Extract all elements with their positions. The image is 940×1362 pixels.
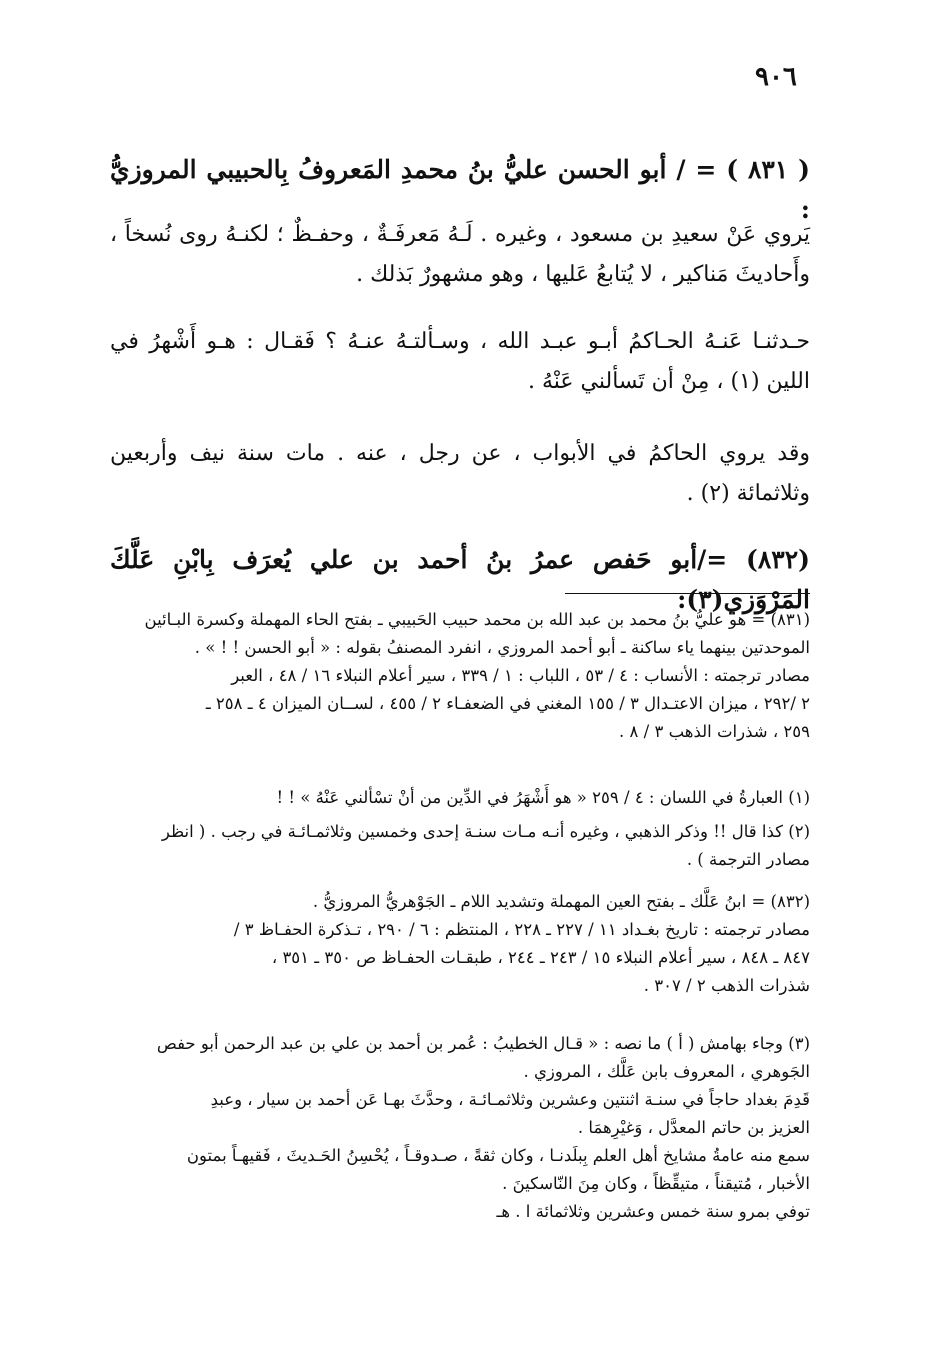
footnote-line: شذرات الذهب ٢ / ٣٠٧ . [643, 976, 810, 995]
entry-heading-832: (٨٣٢) =/أبو حَفص عمرُ بنُ أحمد بن علي يُعرَف بِابْنِ عَلَّكَ المَرْوَزي(٣): [110, 545, 810, 614]
footnote-line: مصادر الترجمة ) . [686, 850, 810, 869]
footnote-1 [110, 784, 810, 812]
entry-831-paragraph-1: يَروي عَنْ سعيدِ بن مسعود ، وغيره . لَـهُ مَعرفَـةٌ ، وحفـظٌ ؛ لكنـهُ روى نُسخاً ، وأَحاديثَ مَناكير ، لا يُتابعُ عَليها ، وهو مشهورٌ بَذلك . [110, 222, 810, 287]
footnote-line: توفي بمرو سنة خمس وعشرين وثلاثمائة ا . هـ [496, 1202, 810, 1221]
footnote-separator [565, 593, 810, 594]
footnote-832 [110, 888, 810, 1000]
footnote-line: العزيز بن حاتم المعدَّل ، وَغيْرِهمَا . [577, 1118, 810, 1137]
footnote-line: مصادر ترجمته : تاريخ بغـداد ١١ / ٢٢٧ ـ ٢٢٨ ، المنتظم : ٦ / ٢٩٠ ، تـذكرة الحفـاظ ٣ / [233, 920, 810, 939]
footnote-line: (١) العبارةُ في اللسان : ٤ / ٢٥٩ « هو أَشْهَرُ في الدِّين من أنْ تسْألني عَنْهُ » ! ! [276, 788, 810, 807]
footnote-line: الأخبار ، مُتيقناً ، متيقِّظاً ، وكان مِنَ النّاسكينَ . [502, 1174, 810, 1193]
footnote-line: (٨٣٢) = ابنُ عَلَّك ـ بفتح العين المهملة وتشديد اللام ـ الجَوْهريُّ المروزيُّ . [312, 892, 810, 911]
footnote-line: مصادر ترجمته : الأنساب : ٤ / ٥٣ ، اللباب : ١ / ٣٣٩ ، سير أعلام النبلاء ١٦ / ٤٨ ، العبر [231, 666, 810, 685]
footnote-line: (٨٣١) = هو عليُّ بنُ محمد بن عبد الله بن محمد حبيب الحَبيبي ـ بفتح الحاء المهملة وكسرة البـائين [144, 610, 810, 629]
footnote-line: ٢ /٢٩٢ ، ميزان الاعتـدال ٣ / ١٥٥ المغني في الضعفـاء ٢ / ٤٥٥ ، لســان الميزان ٤ ـ ٢٥٨ ـ [205, 694, 810, 713]
footnote-line: (٣) وجاء بهامش ( أ ) ما نصه : « قـال الخطيبُ : عُمر بن أحمد بن علي بن عبد الرحمن أبو حفص [156, 1034, 810, 1053]
footnote-line: الجَوهري ، المعروف بابن عَلَّك ، المروزي . [523, 1062, 810, 1081]
page-number: ٩٠٦ [755, 62, 797, 92]
footnote-line: ٨٤٧ ـ ٨٤٨ ، سير أعلام النبلاء ١٥ / ٢٤٣ ـ ٢٤٤ ، طبقـات الحفـاظ ص ٣٥٠ ـ ٣٥١ ، [271, 948, 810, 967]
footnote-3 [110, 1030, 810, 1226]
entry-831-paragraph-2: حـدثنـا عَنـهُ الحـاكمُ أبـو عبـد الله ، وسـألتـهُ عنـهُ ؟ فَقـال : هـو أَشْهرُ في اللين (١) ، مِنْ أن تَسألني عَنْهُ . [110, 329, 810, 394]
footnote-line: ٢٥٩ ، شذرات الذهب ٣ / ٨ . [619, 722, 810, 741]
footnote-line: (٢) كذا قال !! وذكر الذهبي ، وغيره أنـه مـات سنـة إحدى وخمسين وثلاثمـائـة في رجب . ( انظر [161, 822, 810, 841]
footnote-2 [110, 818, 810, 874]
footnote-line: قَدِمَ بغداد حاجاً في سنـة اثنتين وعشرين وثلاثمـائـة ، وحدَّثَ بهـا عَن أحمد بن سيار ، وعبدِ [210, 1090, 810, 1109]
entry-831-paragraph-3: وقد يروي الحاكمُ في الأبواب ، عن رجل ، عنه . مات سنة نيف وأربعين وثلاثمائة (٢) . [110, 441, 810, 506]
footnote-line: الموحدتين بينهما ياء ساكنة ـ أبو أحمد المروزي ، انفرد المصنفُ بقوله : « أبو الحسن ! ! » . [194, 638, 810, 657]
entry-heading-831: ( ٨٣١ ) = / أبو الحسن عليُّ بنُ محمدِ المَعروفُ بِالحبيبي المروزيُّ : [110, 155, 810, 224]
footnote-831 [110, 606, 810, 746]
footnote-line: سمع منه عامةُ مشايخ أهل العلم بِبلَدنـا ، وكان ثقةً ، صـدوقـاً ، يُحْسِنُ الحَـديثَ ، فَقيهـاً بمتون [186, 1146, 810, 1165]
